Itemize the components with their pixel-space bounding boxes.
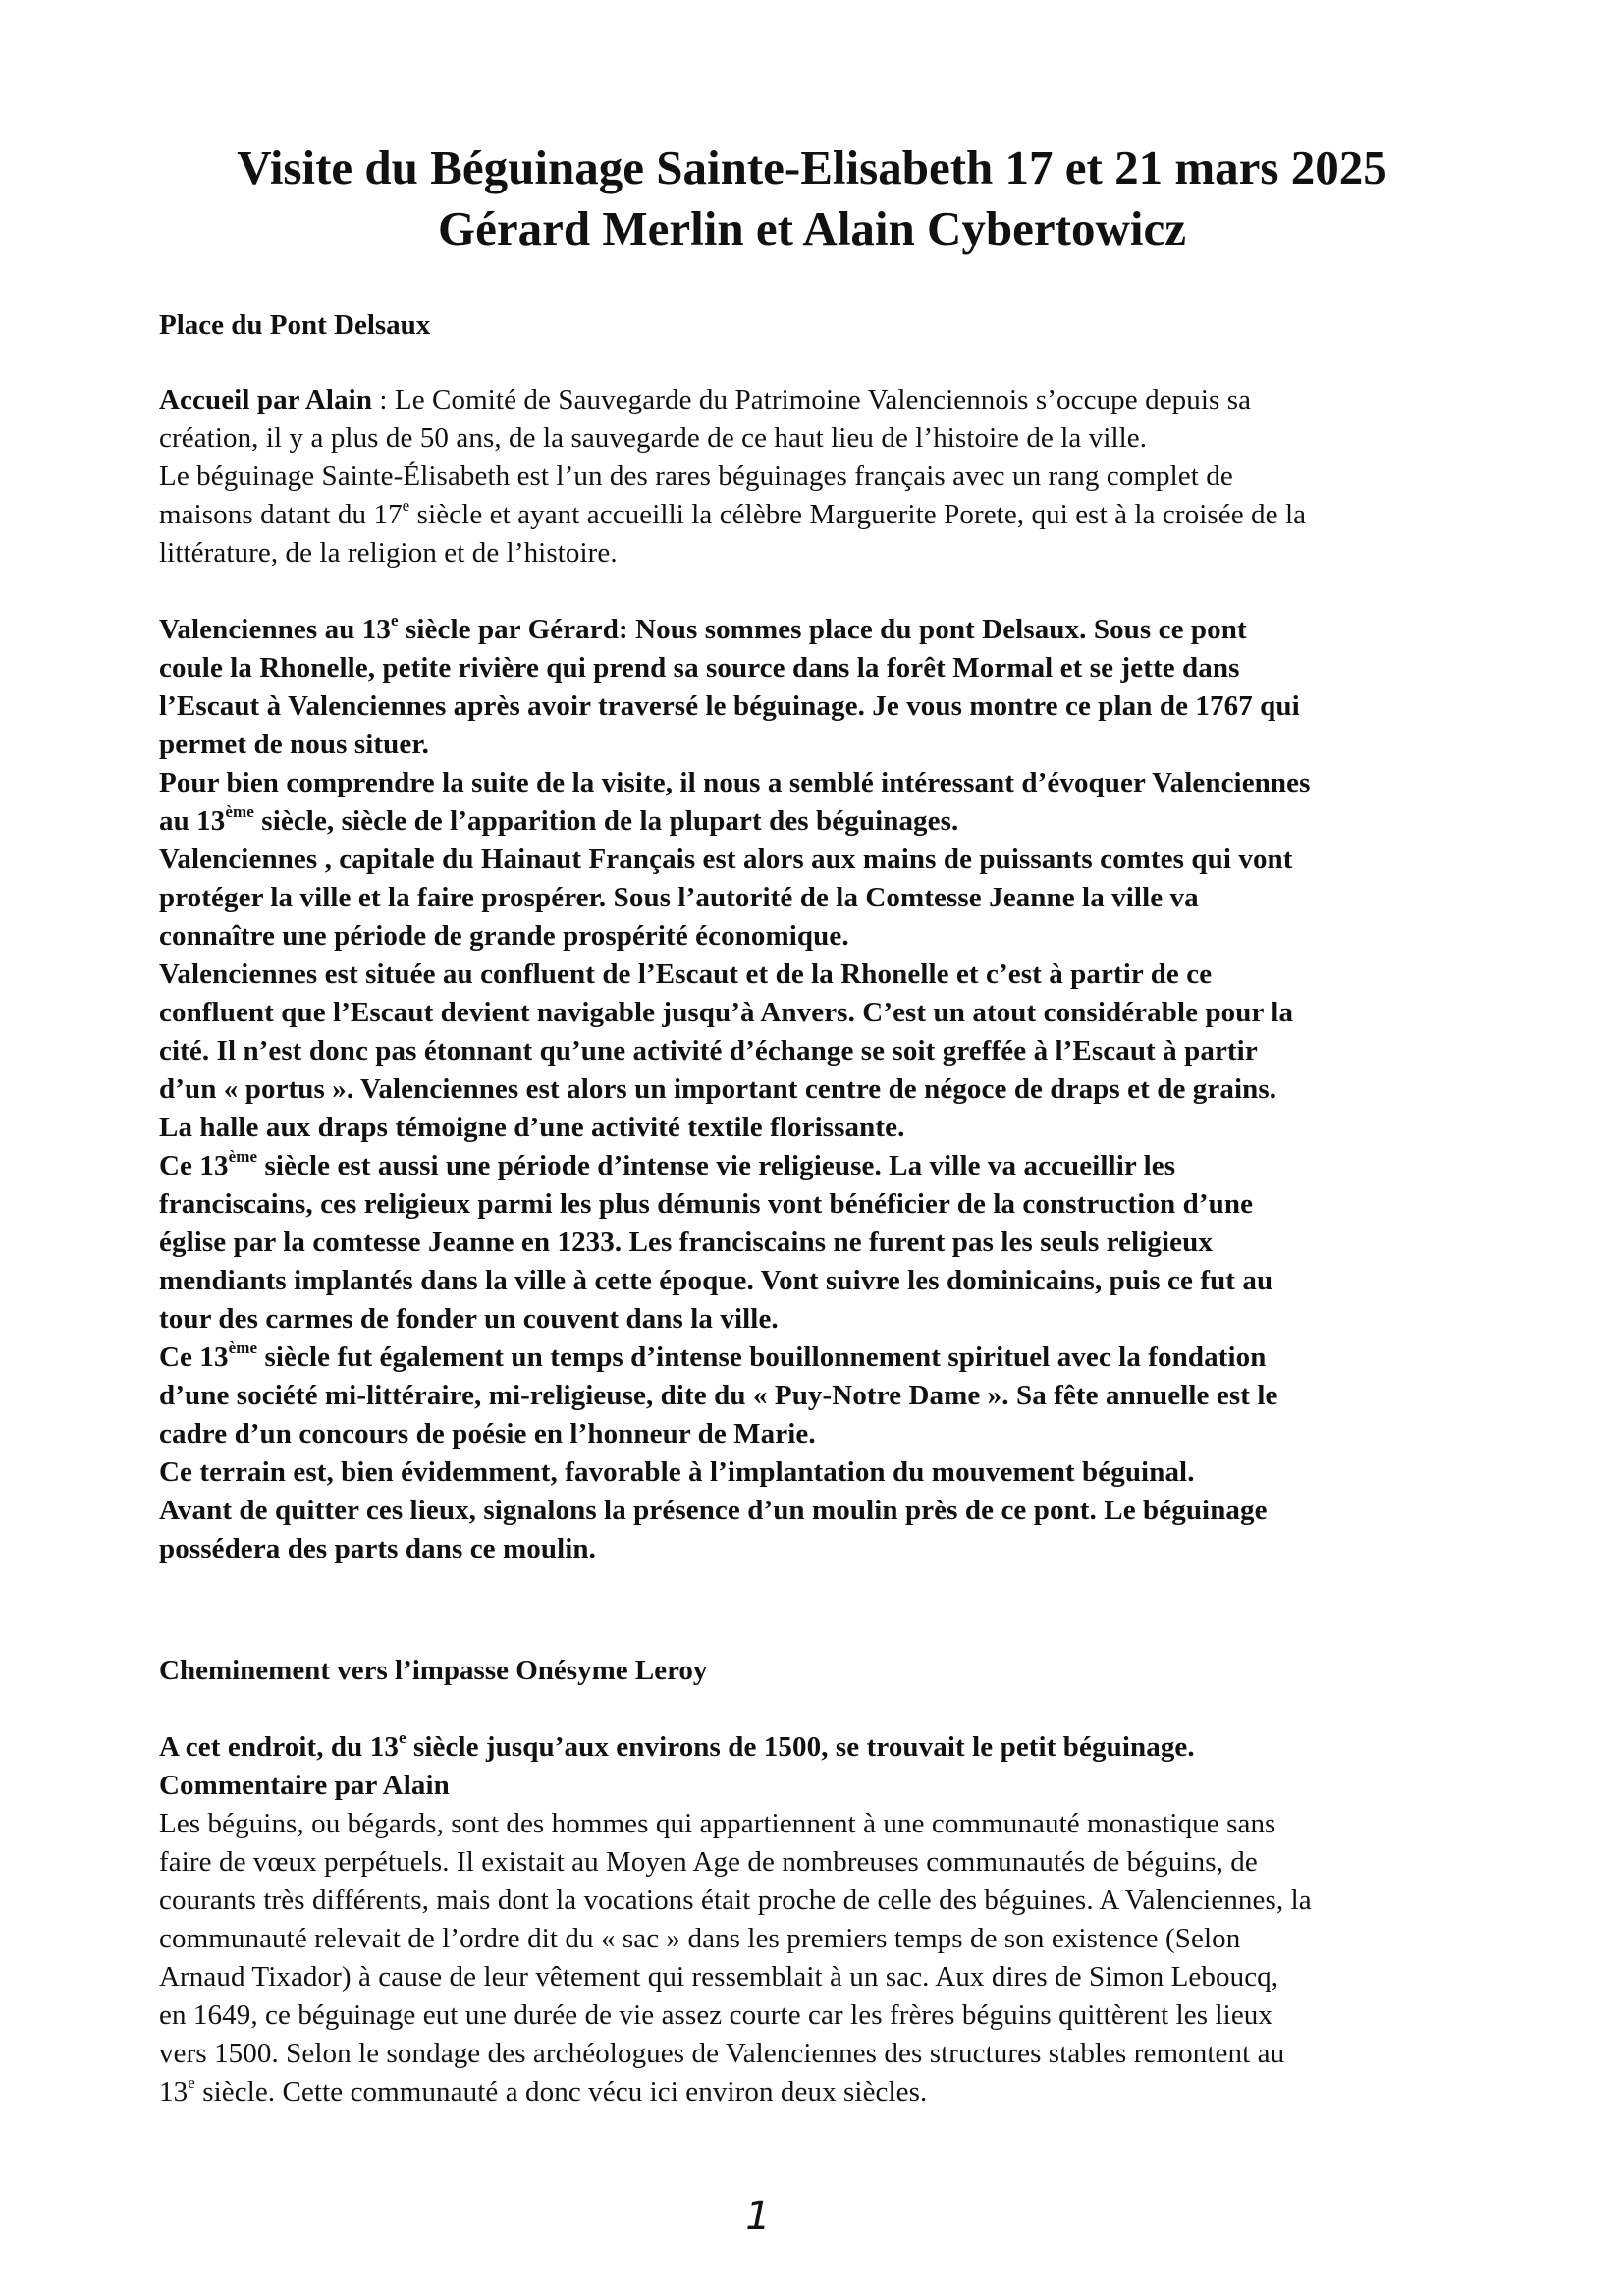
- text-line: [159, 381, 1494, 419]
- text-line: Valenciennes , capitale du Hainaut Français est alors aux mains de puissants comtes qui vont: [159, 844, 1293, 875]
- text-segment: siècle. Cette communauté a donc vécu ici environ deux siècles.: [194, 2076, 928, 2107]
- superscript: ème: [228, 1147, 258, 1166]
- text-line: cadre d’un concours de poésie en l’honneur de Marie.: [159, 1418, 816, 1449]
- superscript: e: [188, 2073, 195, 2092]
- text-line: coule la Rhonelle, petite rivière qui prend sa source dans la forêt Mormal et se jette dans: [159, 652, 1240, 683]
- text-line: [159, 1728, 1494, 1767]
- title-line-2: Gérard Merlin et Alain Cybertowicz: [437, 201, 1186, 255]
- text-segment: siècle est aussi une période d’intense vie religieuse. La ville va accueillir les: [257, 1150, 1176, 1181]
- text-line: vers 1500. Selon le sondage des archéologues de Valenciennes des structures stables remontent au: [159, 2038, 1285, 2069]
- text-line: [159, 802, 1494, 841]
- superscript: ème: [228, 1339, 258, 1357]
- text-line: en 1649, ce béguinage eut une durée de vie assez courte car les frères béguins quittèrent les lieux: [159, 1999, 1272, 2031]
- superscript: e: [402, 496, 410, 515]
- text-segment: au 13: [159, 805, 226, 837]
- text-segment: siècle jusqu’aux environs de 1500, se trouvait le petit béguinage.: [406, 1731, 1195, 1763]
- text-line: Les béguins, ou bégards, sont des hommes qui appartiennent à une communauté monastique sans: [159, 1808, 1276, 1839]
- text-line: Ce terrain est, bien évidemment, favorable à l’implantation du mouvement béguinal.: [159, 1456, 1195, 1488]
- text-line: La halle aux draps témoigne d’une activité textile florissante.: [159, 1112, 905, 1143]
- text-line: Pour bien comprendre la suite de la visite, il nous a semblé intéressant d’évoquer Valenciennes: [159, 767, 1311, 798]
- text-line: Avant de quitter ces lieux, signalons la présence d’un moulin près de ce pont. Le béguinage: [159, 1495, 1268, 1526]
- text-segment: siècle fut également un temps d’intense bouillonnement spirituel avec la fondation: [257, 1341, 1267, 1373]
- text-line: communauté relevait de l’ordre dit du « sac » dans les premiers temps de son existence (Selon: [159, 1923, 1241, 1954]
- text-line: permet de nous situer.: [159, 729, 430, 760]
- paragraph-beguins: [159, 1805, 1494, 2111]
- text-line: confluent que l’Escaut devient navigable jusqu’à Anvers. C’est un atout considérable pour la: [159, 997, 1294, 1028]
- text-line: Valenciennes est située au confluent de l’Escaut et de la Rhonelle et c’est à partir de ce: [159, 958, 1213, 990]
- paragraph-accueil: [159, 381, 1494, 573]
- text-line: protéger la ville et la faire prospérer. Sous l’autorité de la Comtesse Jeanne la ville va: [159, 882, 1199, 913]
- text-line: église par la comtesse Jeanne en 1233. Les franciscains ne furent pas les seuls religieux: [159, 1227, 1213, 1258]
- text-segment: Ce 13: [159, 1150, 229, 1181]
- text-line: Arnaud Tixador) à cause de leur vêtement qui ressemblait à un sac. Aux dires de Simon Leboucq,: [159, 1961, 1279, 1993]
- text-line: Le béguinage Sainte-Élisabeth est l’un des rares béguinages français avec un rang complet de: [159, 461, 1233, 492]
- page-number: 1: [745, 2194, 771, 2239]
- text-segment: siècle et ayant accueilli la célèbre Marguerite Porete, qui est à la croisée de la: [409, 499, 1307, 530]
- accueil-lead: Accueil par Alain: [159, 384, 373, 415]
- text-segment: siècle par Gérard: Nous sommes place du pont Delsaux. Sous ce pont: [398, 614, 1247, 645]
- section-heading-place-du-pont: Place du Pont Delsaux: [159, 309, 431, 341]
- section-heading-cheminement: Cheminement vers l’impasse Onésyme Leroy: [159, 1655, 708, 1686]
- superscript: ème: [225, 802, 254, 821]
- text-segment: Ce 13: [159, 1341, 229, 1373]
- text-line: connaître une période de grande prospérité économique.: [159, 920, 849, 952]
- text-line: franciscains, ces religieux parmi les plus démunis vont bénéficier de la construction d’une: [159, 1188, 1254, 1220]
- superscript: e: [390, 611, 399, 629]
- text-line: courants très différents, mais dont la vocations était proche de celle des béguines. A Valenciennes, la: [159, 1885, 1312, 1916]
- paragraph-valenciennes-gerard: [159, 611, 1494, 1568]
- text-segment: : Le Comité de Sauvegarde du Patrimoine Valenciennois s’occupe depuis sa: [372, 384, 1252, 415]
- text-line: [159, 1147, 1494, 1185]
- text-line: [159, 1339, 1494, 1377]
- title-line-1: Visite du Béguinage Sainte-Elisabeth 17 et 21 mars 2025: [237, 140, 1387, 194]
- text-line: l’Escaut à Valenciennes après avoir traversé le béguinage. Je vous montre ce plan de 1767 qui: [159, 690, 1300, 722]
- document-title: [98, 137, 1526, 259]
- text-line: [159, 496, 1494, 534]
- paragraph-petit-beguinage-intro: [159, 1728, 1494, 1805]
- text-segment: A cet endroit, du 13: [159, 1731, 399, 1763]
- text-line: tour des carmes de fonder un couvent dans la ville.: [159, 1303, 779, 1335]
- text-segment: Valenciennes au 13: [159, 614, 391, 645]
- text-segment: siècle, siècle de l’apparition de la plupart des béguinages.: [253, 805, 959, 837]
- text-segment: maisons datant du 17: [159, 499, 403, 530]
- text-line: d’un « portus ». Valenciennes est alors un important centre de négoce de draps et de grains.: [159, 1073, 1277, 1105]
- text-line: création, il y a plus de 50 ans, de la sauvegarde de ce haut lieu de l’histoire de la ville.: [159, 422, 1148, 454]
- text-line: [159, 611, 1494, 649]
- text-line: mendiants implantés dans la ville à cette époque. Vont suivre les dominicains, puis ce fut au: [159, 1265, 1273, 1296]
- text-line: d’une société mi-littéraire, mi-religieuse, dite du « Puy-Notre Dame ». Sa fête annuelle est le: [159, 1380, 1278, 1411]
- text-segment: 13: [159, 2076, 189, 2107]
- text-line: littérature, de la religion et de l’histoire.: [159, 537, 618, 569]
- superscript: e: [398, 1728, 406, 1747]
- text-line: [159, 2073, 1494, 2111]
- text-line: possédera des parts dans ce moulin.: [159, 1533, 596, 1564]
- text-line: Commentaire par Alain: [159, 1770, 450, 1801]
- text-line: cité. Il n’est donc pas étonnant qu’une activité d’échange se soit greffée à l’Escaut à partir: [159, 1035, 1258, 1066]
- text-line: faire de vœux perpétuels. Il existait au Moyen Age de nombreuses communautés de béguins, de: [159, 1846, 1258, 1878]
